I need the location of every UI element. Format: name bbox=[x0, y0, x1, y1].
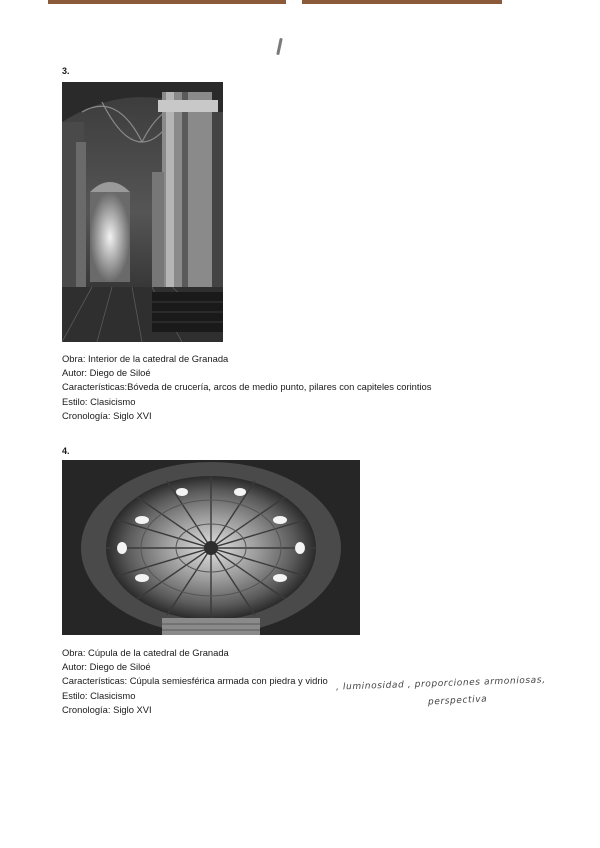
item-4-cronologia: Cronología: Siglo XVI bbox=[62, 703, 152, 715]
item-4-autor: Autor: Diego de Siloé bbox=[62, 661, 151, 673]
item-3-estilo: Estilo: Clasicismo bbox=[62, 395, 136, 407]
item-number-3: 3. bbox=[62, 66, 70, 76]
pencil-mark bbox=[276, 38, 282, 55]
item-4-estilo: Estilo: Clasicismo bbox=[62, 689, 136, 701]
handwritten-note-line-2: perspectiva bbox=[427, 694, 488, 708]
item-4-obra: Obra: Cúpula de la catedral de Granada bbox=[62, 647, 229, 658]
item-4-caracteristicas: Características: Cúpula semiesférica armada con piedra y vidrio bbox=[62, 675, 328, 687]
cathedral-interior-photo bbox=[62, 82, 223, 342]
item-3-obra: Obra: Interior de la catedral de Granada bbox=[62, 353, 229, 364]
item-3-info bbox=[62, 352, 431, 423]
top-edge-bar-right bbox=[302, 0, 502, 4]
item-number-4: 4. bbox=[62, 446, 70, 456]
item-3-caracteristicas: Características:Bóveda de crucería, arcos de medio punto, pilares con capiteles corintios bbox=[62, 381, 432, 393]
item-3-cronologia: Cronología: Siglo XVI bbox=[62, 409, 152, 421]
top-edge-bar-left bbox=[48, 0, 286, 4]
item-3-autor: Autor: Diego de Siloé bbox=[62, 367, 151, 379]
handwritten-note-line-1: , luminosidad , proporciones armoniosas, bbox=[335, 675, 546, 693]
cathedral-dome-photo bbox=[62, 460, 360, 635]
item-4-info bbox=[62, 646, 328, 717]
